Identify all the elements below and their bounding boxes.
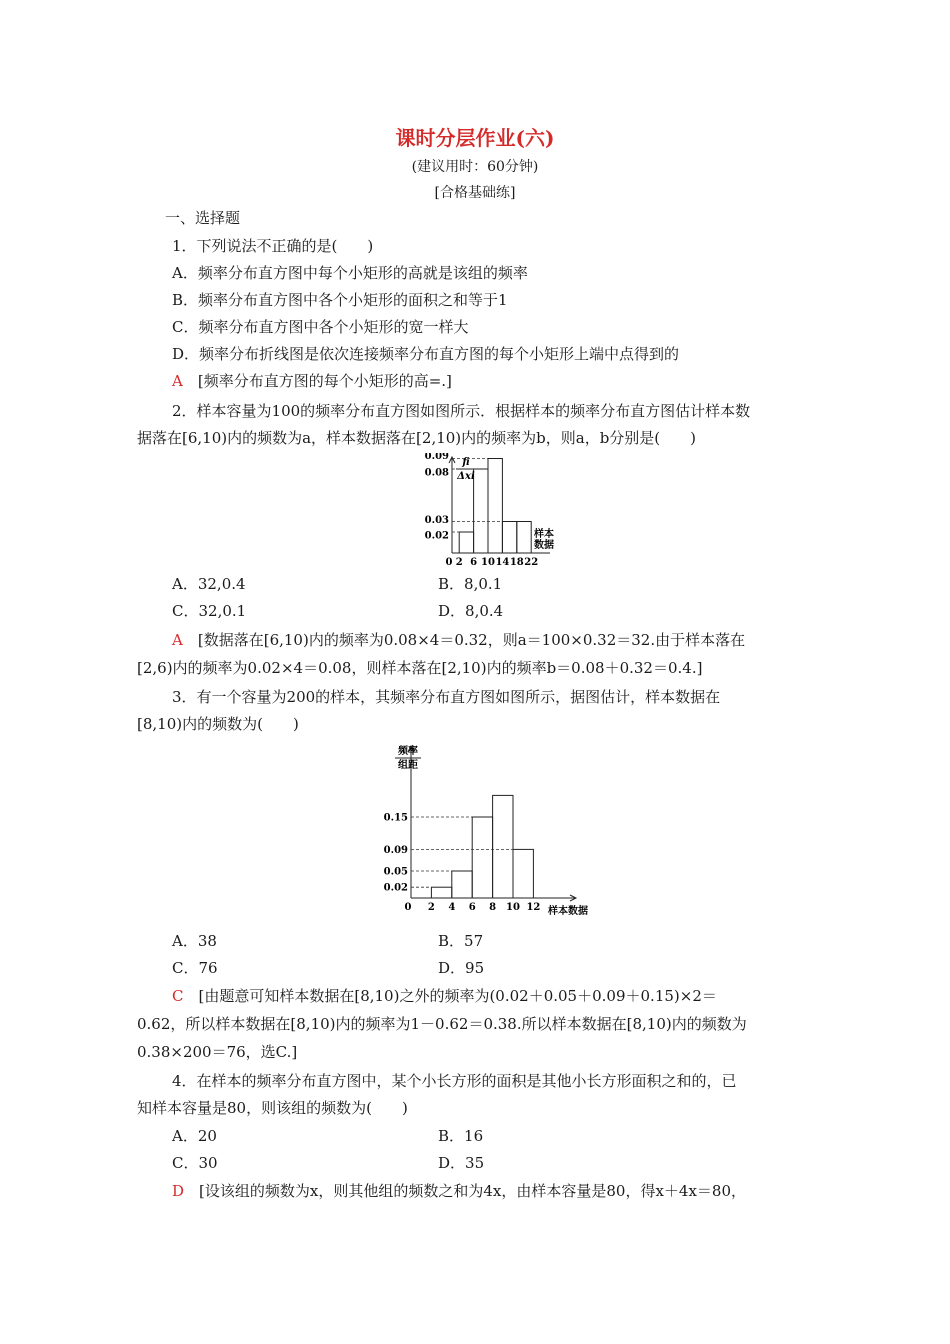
- y-tick-label: 0.09: [424, 453, 449, 462]
- histogram-bar: [474, 469, 488, 553]
- q2-option-d: D．8,0.4: [438, 602, 504, 620]
- histogram-bar: [452, 871, 472, 898]
- q2-stem-1: 2．样本容量为100的频率分布直方图如图所示．根据样本的频率分布直方图估计样本数: [172, 402, 751, 420]
- x-tick-label: 12: [526, 902, 541, 913]
- histogram-bar: [502, 522, 516, 554]
- histogram-chart-1: [420, 453, 580, 573]
- y-tick-label: 0.09: [383, 844, 408, 856]
- page-title: 课时分层作业(六): [395, 126, 555, 150]
- q2-answer: A: [172, 631, 183, 649]
- q3-stem-2: [8,10)内的频数为( ): [137, 715, 299, 733]
- histogram-bar: [488, 459, 502, 554]
- q4-explain-1: [设该组的频数为x，则其他组的频数之和为4x，由样本容量是80，得x＋4x＝80，: [199, 1182, 747, 1200]
- x-tick-label: 22: [524, 557, 539, 568]
- x-tick-label: 18: [509, 557, 524, 568]
- x-label-line-1: 样本: [534, 529, 554, 540]
- y-tick-label: 0.02: [383, 882, 408, 894]
- y-label-top: 频率: [398, 746, 418, 757]
- histogram-bar: [517, 522, 531, 554]
- x-tick-label: 14: [495, 557, 510, 568]
- x-tick-label: 4: [448, 902, 456, 913]
- q1-option-a: A．频率分布直方图中每个小矩形的高就是该组的频率: [172, 264, 528, 282]
- q2-stem-2: 据落在[6,10)内的频数为a，样本数据落在[2,10)内的频率为b，则a，b分别是( ): [137, 429, 697, 447]
- q1-option-c: C．频率分布直方图中各个小矩形的宽一样大: [172, 318, 469, 336]
- q2-option-b: B．8,0.1: [438, 575, 503, 593]
- x-label: 样本数据: [548, 906, 588, 917]
- x-tick-label: 10: [481, 557, 495, 568]
- q4-stem-1: 4．在样本的频率分布直方图中，某个小长方形的面积是其他小长方形面积之和的，已: [172, 1072, 737, 1090]
- histogram-bar: [459, 532, 473, 553]
- q1-option-b: B．频率分布直方图中各个小矩形的面积之和等于1: [172, 291, 508, 309]
- q3-option-d: D．95: [438, 959, 485, 977]
- q2-explain-1: [数据落在[6,10)内的频率为0.08×4＝0.32，则a＝100×0.32＝32.由于样本落在: [197, 631, 746, 649]
- time-note: (建议用时：60分钟): [411, 159, 539, 175]
- q4-solution-1: [172, 1181, 746, 1201]
- histogram-bar: [431, 887, 451, 898]
- q4-option-c: C．30: [172, 1154, 218, 1172]
- q2-solution-2: [2,6)内的频率为0.02×4＝0.08，则样本落在[2,10)内的频率b＝0.08＋0.32＝0.4.]: [137, 659, 703, 677]
- q1-stem: 1．下列说法不正确的是( ): [172, 237, 374, 255]
- chart-1-marks: [425, 453, 554, 568]
- q4-option-b: B．16: [438, 1127, 484, 1145]
- y-label-bottom: Δxi: [457, 471, 475, 482]
- y-label-bottom: 组距: [398, 760, 418, 771]
- q4-option-a: A．20: [172, 1127, 217, 1145]
- q3-solution-2: 0.62，所以样本数据在[8,10)内的频率为1－0.62＝0.38.所以样本数据在[8,10)内的频数为: [137, 1015, 747, 1033]
- section-heading: 一、选择题: [165, 209, 241, 227]
- x-tick-label: 8: [489, 902, 497, 913]
- q3-stem-1: 3．有一个容量为200的样本，其频率分布直方图如图所示，据图估计，样本数据在: [172, 688, 721, 706]
- y-label-top: fi: [462, 457, 470, 468]
- q3-explain-1: [由题意可知样本数据在[8,10)之外的频率为(0.02＋0.05＋0.09＋0.15)×2＝: [198, 987, 717, 1005]
- q3-option-c: C．76: [172, 959, 218, 977]
- level-label: [合格基础练]: [434, 185, 516, 201]
- x-tick-label: 0: [445, 557, 453, 568]
- q3-option-a: A．38: [172, 932, 217, 950]
- x-tick-label: 0: [404, 902, 412, 913]
- q3-option-b: B．57: [438, 932, 484, 950]
- q1-explain: [频率分布直方图的每个小矩形的高=.]: [197, 372, 452, 390]
- q1-solution: [172, 371, 452, 391]
- q1-answer: A: [172, 372, 183, 390]
- q4-stem-2: 知样本容量是80，则该组的频数为( ): [137, 1099, 408, 1117]
- histogram-chart-2: [378, 740, 608, 925]
- y-tick-label: 0.08: [424, 467, 449, 479]
- y-tick-label: 0.15: [383, 812, 408, 824]
- x-tick-label: 10: [506, 902, 520, 913]
- q2-solution-1: [172, 630, 745, 650]
- y-tick-label: 0.03: [424, 515, 449, 526]
- q3-answer: C: [172, 987, 184, 1005]
- x-label-line-2: 数据: [534, 540, 554, 551]
- chart-2-marks: [384, 744, 588, 917]
- x-tick-label: 6: [468, 902, 476, 913]
- histogram-bar: [493, 795, 513, 898]
- x-tick-label: 2: [427, 902, 435, 913]
- y-tick-label: 0.05: [383, 866, 408, 878]
- y-tick-label: 0.02: [424, 530, 449, 542]
- x-tick-label: 6: [470, 557, 478, 568]
- q3-solution-1: [172, 986, 717, 1006]
- x-tick-label: 2: [455, 557, 463, 568]
- histogram-bar: [513, 849, 533, 898]
- q4-answer: D: [172, 1182, 185, 1200]
- q4-option-d: D．35: [438, 1154, 485, 1172]
- histogram-bar: [472, 817, 492, 898]
- q1-option-d: D．频率分布折线图是依次连接频率分布直方图的每个小矩形上端中点得到的: [172, 345, 680, 363]
- q2-option-a: A．32,0.4: [172, 575, 246, 593]
- q2-option-c: C．32,0.1: [172, 602, 247, 620]
- q3-solution-3: 0.38×200＝76，选C.]: [137, 1043, 298, 1061]
